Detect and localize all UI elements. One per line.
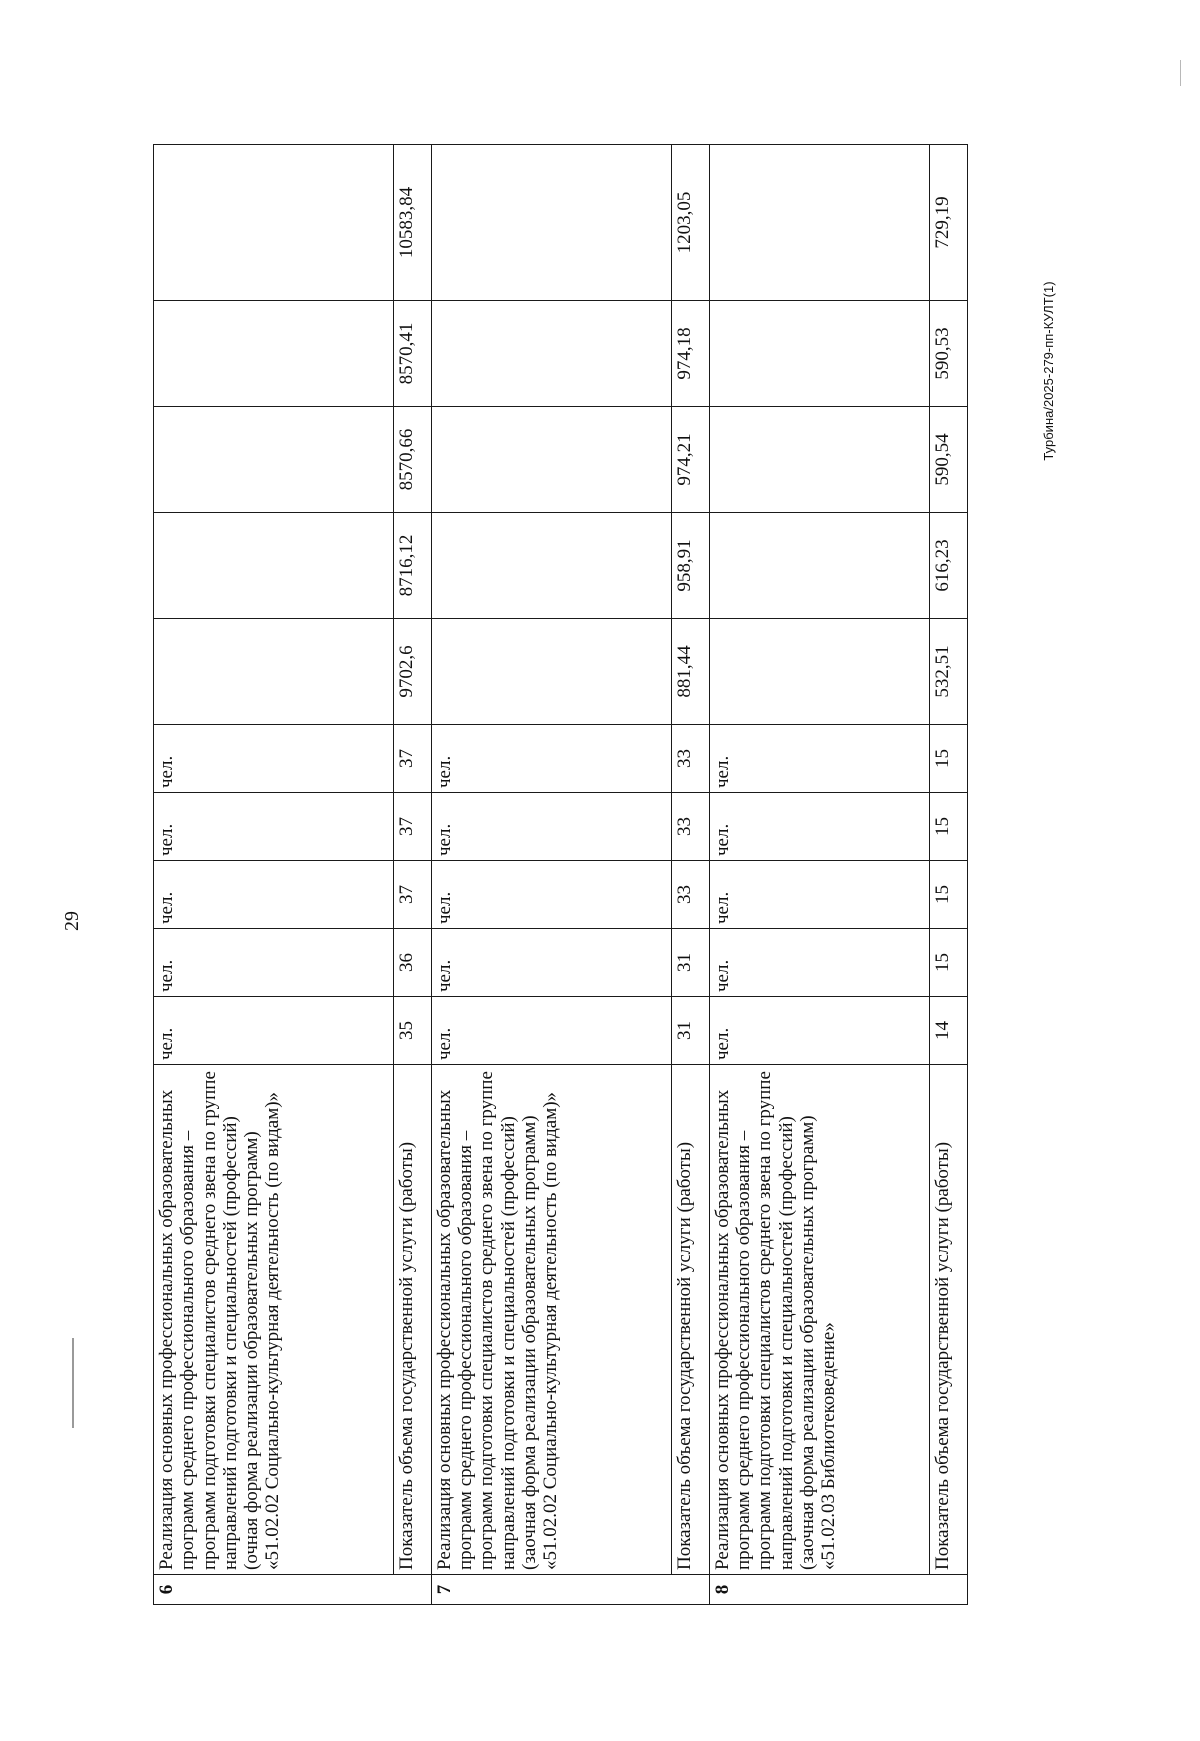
empty-cell: [709, 513, 929, 619]
unit-cell: чел.: [154, 861, 394, 929]
row-number: 6: [154, 1575, 432, 1605]
document-footer-code: Турбина/2025-279-пп-КУЛТ(1): [1041, 281, 1056, 461]
service-name: Реализация основных профессиональных образовательных программ среднего профессионального образования – программ подготовки специалистов среднего звена по группе направлений подготовки и специальностей (профессий) (заочная форма реализации образовательных программ) «51.02.03 Библиотековедение»: [709, 1065, 929, 1575]
empty-cell: [154, 407, 394, 513]
row-number: 8: [709, 1575, 967, 1605]
amount-cell: 8570,66: [394, 407, 432, 513]
amount-cell: 974,18: [672, 301, 710, 407]
count-cell: 31: [672, 997, 710, 1065]
empty-cell: [709, 407, 929, 513]
empty-cell: [431, 513, 671, 619]
amount-cell: 729,19: [930, 145, 968, 301]
unit-cell: чел.: [431, 929, 671, 997]
count-cell: 33: [672, 725, 710, 793]
unit-cell: чел.: [431, 861, 671, 929]
empty-cell: [154, 145, 394, 301]
page-number: 29: [61, 911, 83, 931]
amount-cell: 974,21: [672, 407, 710, 513]
empty-cell: [709, 145, 929, 301]
amount-cell: 590,54: [930, 407, 968, 513]
unit-cell: чел.: [709, 725, 929, 793]
count-cell: 37: [394, 725, 432, 793]
empty-cell: [431, 301, 671, 407]
count-cell: 15: [930, 861, 968, 929]
unit-cell: чел.: [431, 725, 671, 793]
unit-cell: чел.: [709, 929, 929, 997]
count-cell: 37: [394, 861, 432, 929]
table-row: [709, 145, 929, 1605]
count-cell: 14: [930, 997, 968, 1065]
count-cell: 15: [930, 793, 968, 861]
indicator-label: Показатель объема государственной услуги (работы): [394, 1065, 432, 1575]
count-cell: 35: [394, 997, 432, 1065]
empty-cell: [154, 301, 394, 407]
rotated-table-wrapper: [153, 145, 968, 1605]
unit-cell: чел.: [154, 725, 394, 793]
service-name: Реализация основных профессиональных образовательных программ среднего профессионального образования – программ подготовки специалистов среднего звена по группе направлений подготовки и специальностей (профессий) (заочная форма реализации образовательных программ) «51.02.02 Социально-культурная деятельность (по видам)»: [431, 1065, 671, 1575]
count-cell: 31: [672, 929, 710, 997]
amount-cell: 590,53: [930, 301, 968, 407]
amount-cell: 10583,84: [394, 145, 432, 301]
table-row: [154, 145, 394, 1605]
count-cell: 15: [930, 929, 968, 997]
amount-cell: 958,91: [672, 513, 710, 619]
table-row: [431, 145, 671, 1605]
scan-edge-mark: [1180, 60, 1181, 86]
empty-cell: [431, 407, 671, 513]
row-number: 7: [431, 1575, 709, 1605]
unit-cell: чел.: [154, 793, 394, 861]
amount-cell: 9702,6: [394, 619, 432, 725]
amount-cell: 532,51: [930, 619, 968, 725]
services-table: [153, 144, 968, 1605]
unit-cell: чел.: [709, 793, 929, 861]
count-cell: 36: [394, 929, 432, 997]
empty-cell: [154, 619, 394, 725]
table-row: [930, 145, 968, 1605]
amount-cell: 8570,41: [394, 301, 432, 407]
empty-cell: [431, 145, 671, 301]
unit-cell: чел.: [709, 997, 929, 1065]
indicator-label: Показатель объема государственной услуги (работы): [930, 1065, 968, 1575]
empty-cell: [709, 301, 929, 407]
count-cell: 33: [672, 861, 710, 929]
table-row: [394, 145, 432, 1605]
count-cell: 15: [930, 725, 968, 793]
amount-cell: 616,23: [930, 513, 968, 619]
amount-cell: 1203,05: [672, 145, 710, 301]
amount-cell: 8716,12: [394, 513, 432, 619]
indicator-label: Показатель объема государственной услуги (работы): [672, 1065, 710, 1575]
service-name: Реализация основных профессиональных образовательных программ среднего профессионального образования – программ подготовки специалистов среднего звена по группе направлений подготовки и специальностей (профессий) (очная форма реализации образовательных программ) «51.02.02 Социально-культурная деятельность (по видам)»: [154, 1065, 394, 1575]
empty-cell: [709, 619, 929, 725]
unit-cell: чел.: [154, 997, 394, 1065]
table-row: [672, 145, 710, 1605]
unit-cell: чел.: [431, 793, 671, 861]
count-cell: 37: [394, 793, 432, 861]
unit-cell: чел.: [709, 861, 929, 929]
unit-cell: чел.: [154, 929, 394, 997]
empty-cell: [154, 513, 394, 619]
scan-edge-mark: [72, 1338, 74, 1428]
count-cell: 33: [672, 793, 710, 861]
amount-cell: 881,44: [672, 619, 710, 725]
empty-cell: [431, 619, 671, 725]
unit-cell: чел.: [431, 997, 671, 1065]
